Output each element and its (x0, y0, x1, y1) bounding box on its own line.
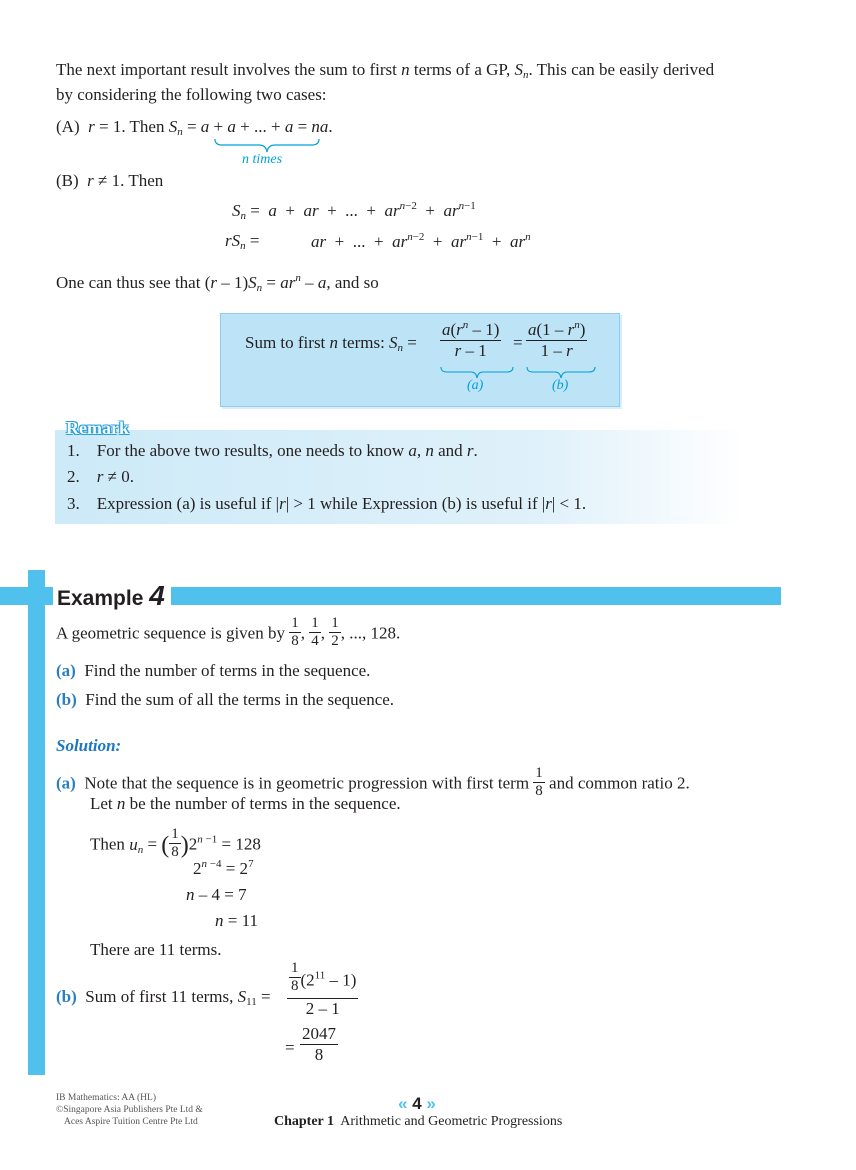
example-side-bar (28, 570, 45, 1075)
case-a-line: (A) r = 1. Then $S_n = a + a$ + ... + a = na. (56, 117, 333, 138)
case-b-label: (B) (56, 171, 79, 190)
chapter-title: Arithmetic and Geometric Progressions (340, 1114, 563, 1129)
intro-line-2: by considering the following two cases: (56, 85, 327, 104)
solution-a-line-1: (a) Note that the sequence is in geometric progression with first term $\frac{1}{8}$ and common ratio 2. (56, 765, 690, 799)
footer-chapter (274, 1114, 562, 1130)
solution-b-fraction: $\frac{1}{8}$ $(2^{11} - 1)$ 2 – 1 (287, 960, 358, 1018)
remark-title: Remark (66, 418, 129, 438)
solution-b-line: (b) Sum of first 11 terms, $S_{11}$ = (56, 987, 271, 1008)
example-title (53, 580, 171, 611)
solution-b-label: (b) (56, 987, 77, 1006)
part-b-text: Find the sum of all the terms in the sequence. (85, 690, 395, 709)
label-b: (b) (552, 378, 569, 393)
label-a: (a) (467, 378, 484, 393)
part-a-text: Find the number of terms in the sequence. (84, 661, 371, 680)
remark-num-1: 1. (67, 441, 80, 460)
solution-step-2: $2^{n -4} = 2^7$ (193, 858, 254, 878)
example-part-a (56, 661, 370, 681)
example-statement: A geometric sequence is given by $\frac{1}{8}$ , $\frac{1}{4}$ , $\frac{1}{2}$ , ..., 128. (56, 615, 401, 649)
solution-a-line-2: Let n be the number of terms in the sequence. (90, 794, 401, 813)
sum-formula-prefix: Sum to first n terms: $S_n$ = (245, 333, 417, 354)
solution-heading: Solution: (56, 736, 122, 755)
solution-b-equals: = (285, 1038, 295, 1057)
result-numerator: 2047 (302, 1024, 336, 1043)
case-a-label: (A) (56, 117, 80, 136)
intro-line-1: The next important result involves the sum to first n terms of a GP, $S_n$. This can be easily derived (56, 60, 715, 81)
chapter-label: Chapter 1 (274, 1114, 335, 1129)
statement-prefix: A geometric sequence is given by (56, 623, 285, 643)
footer-page-number: « 4 » (398, 1094, 436, 1113)
solution-a-conclusion: There are 11 terms. (90, 940, 222, 959)
rsn-expansion: $rS_n$ = (225, 231, 260, 252)
example-word: Example (57, 587, 144, 610)
solution-b-text: Sum of first 11 terms, (85, 987, 238, 1006)
sum-formula-a: $\frac{a(r^n - 1)}{r - 1}$ (442, 319, 500, 360)
solution-a-text: Note that the sequence is in geometric progression with first term (84, 773, 530, 793)
remark-num-2: 2. (67, 467, 80, 486)
sum-formula-b: $\frac{a(1 - r^n)}{1 - r}$ (528, 319, 586, 360)
case-b-line: (B) r ≠ 1. Then (56, 171, 164, 190)
remark-item-3: 3. Expression (a) is useful if |r| > 1 while Expression (b) is useful if |r| < 1. (67, 494, 587, 513)
example-part-b (56, 690, 394, 710)
sum-formula-equals: = (513, 333, 523, 352)
footer-book-title: IB Mathematics: AA (HL) (56, 1093, 156, 1103)
rsn-terms: ar + ... + $ar^{n-2} + ar^{n-1} + ar^n$ (311, 231, 531, 251)
footer-publisher (56, 1092, 203, 1128)
case-b-then: Then (128, 171, 164, 190)
example-number: 4 (149, 580, 165, 611)
solution-step-1: Then $u_n$ = ( $\frac{1}{8}$ )$2^{n -1} = 128$ (90, 826, 261, 860)
part-b-label: (b) (56, 690, 77, 709)
solution-a-text-end: and common ratio 2. (549, 773, 690, 793)
solution-b-result (300, 1025, 338, 1064)
remark-num-3: 3. (67, 494, 80, 513)
remark-item-1: 1. For the above two results, one needs to know a, n and r. (67, 441, 478, 460)
footer-copyright-2: Aces Aspire Tuition Centre Pte Ltd (64, 1117, 198, 1127)
solution-a-label: (a) (56, 773, 76, 793)
remark-item-2: 2. r ≠ 0. (67, 467, 134, 486)
solution-step-3: n – 4 = 7 (186, 885, 247, 904)
statement-suffix: ..., 128. (349, 623, 401, 643)
sn-expansion: $S_n = a$ + ar + ... + $ar^{n-2} + ar^{n-1}$ (232, 200, 476, 222)
solution-step-4: n = 11 (215, 911, 258, 930)
part-a-label: (a) (56, 661, 76, 680)
conclusion-line: One can thus see that $(r - 1)S_n = ar^n - a$, and so (56, 272, 379, 294)
n-times-label: n times (242, 152, 283, 167)
page-number: 4 (412, 1094, 422, 1113)
result-denominator: 8 (300, 1044, 338, 1065)
footer-copyright-1: ©Singapore Asia Publishers Pte Ltd & (56, 1105, 203, 1115)
